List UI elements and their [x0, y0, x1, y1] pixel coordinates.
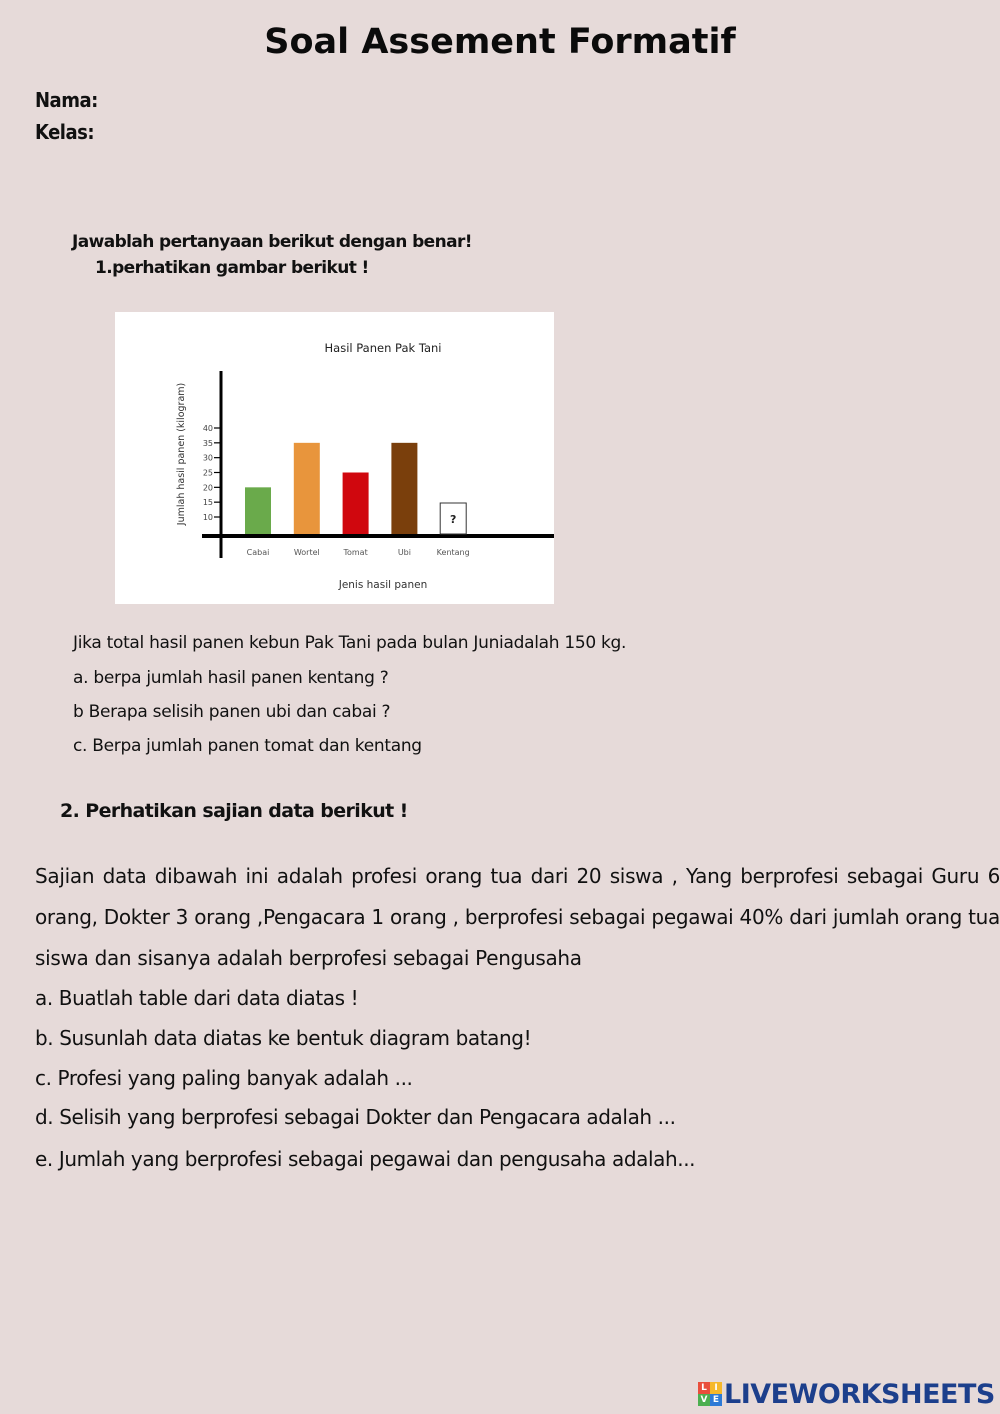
logo-letter-tile: I — [710, 1382, 722, 1394]
liveworksheets-logo-text: LIVEWORKSHEETS — [724, 1378, 995, 1410]
liveworksheets-logo[interactable] — [698, 1378, 995, 1410]
category-label: Ubi — [397, 548, 411, 557]
y-tick-label: 35 — [202, 438, 213, 448]
question2-e: e. Jumlah yang berprofesi sebagai pegawai dan pengusaha adalah... — [35, 1147, 696, 1171]
bar-chart — [115, 312, 554, 604]
question2-c: c. Profesi yang paling banyak adalah ... — [35, 1066, 413, 1090]
kelas-label: Kelas: — [35, 120, 95, 144]
category-label: Tomat — [343, 548, 368, 557]
bar-ubi — [391, 443, 417, 534]
y-tick-label: 30 — [202, 453, 213, 463]
y-ticks — [203, 424, 221, 522]
bar-tomat — [343, 473, 369, 535]
category-label: Kentang — [436, 548, 470, 557]
question2-a: a. Buatlah table dari data diatas ! — [35, 986, 359, 1010]
logo-letter-tile: V — [698, 1394, 710, 1406]
category-labels — [247, 548, 470, 557]
bar-chart-svg — [115, 312, 554, 604]
question1-b: b Berapa selisih panen ubi dan cabai ? — [73, 702, 391, 722]
category-label: Wortel — [293, 548, 320, 557]
category-label: Cabai — [246, 548, 270, 557]
question2-paragraph: Sajian data dibawah ini adalah profesi orang tua dari 20 siswa , Yang berprofesi sebagai Guru 6 orang, Dokter 3 orang ,Pengacara 1 orang , berprofesi sebagai pegawai 40% dari jumlah orang tua siswa dan sisanya adalah berprofesi sebagai Pengusaha — [35, 864, 1000, 970]
question2-b: b. Susunlah data diatas ke bentuk diagram batang! — [35, 1026, 532, 1050]
nama-label: Nama: — [35, 88, 98, 112]
question1-context: Jika total hasil panen kebun Pak Tani pada bulan Juniadalah 150 kg. — [73, 633, 627, 653]
y-tick-label: 40 — [202, 424, 213, 433]
y-tick-label: 10 — [202, 513, 213, 522]
bars — [245, 443, 466, 534]
instruction-main: Jawablah pertanyaan berikut dengan benar! — [72, 232, 472, 252]
chart-xlabel: Jenis hasil panen — [338, 579, 428, 591]
y-tick-label: 25 — [202, 468, 213, 478]
logo-letter-tile: E — [710, 1394, 722, 1406]
bar-wortel — [294, 443, 320, 534]
y-tick-label: 15 — [202, 498, 213, 508]
y-tick-label: 20 — [202, 483, 213, 493]
chart-ylabel: Jumlah hasil panen (kilogram) — [176, 382, 187, 526]
liveworksheets-logo-icon — [698, 1382, 722, 1406]
bar-unknown-label: ? — [450, 513, 457, 526]
logo-letter-tile: L — [698, 1382, 710, 1394]
question1-c: c. Berpa jumlah panen tomat dan kentang — [73, 736, 422, 756]
chart-title: Hasil Panen Pak Tani — [324, 341, 442, 355]
question2-d: d. Selisih yang berprofesi sebagai Dokter dan Pengacara adalah ... — [35, 1105, 676, 1129]
question1-a: a. berpa jumlah hasil panen kentang ? — [73, 668, 389, 688]
question1-intro: 1.perhatikan gambar berikut ! — [95, 258, 369, 278]
page-title: Soal Assement Formatif — [264, 22, 736, 62]
bar-cabai — [245, 487, 271, 534]
question2-heading: 2. Perhatikan sajian data berikut ! — [60, 800, 408, 822]
